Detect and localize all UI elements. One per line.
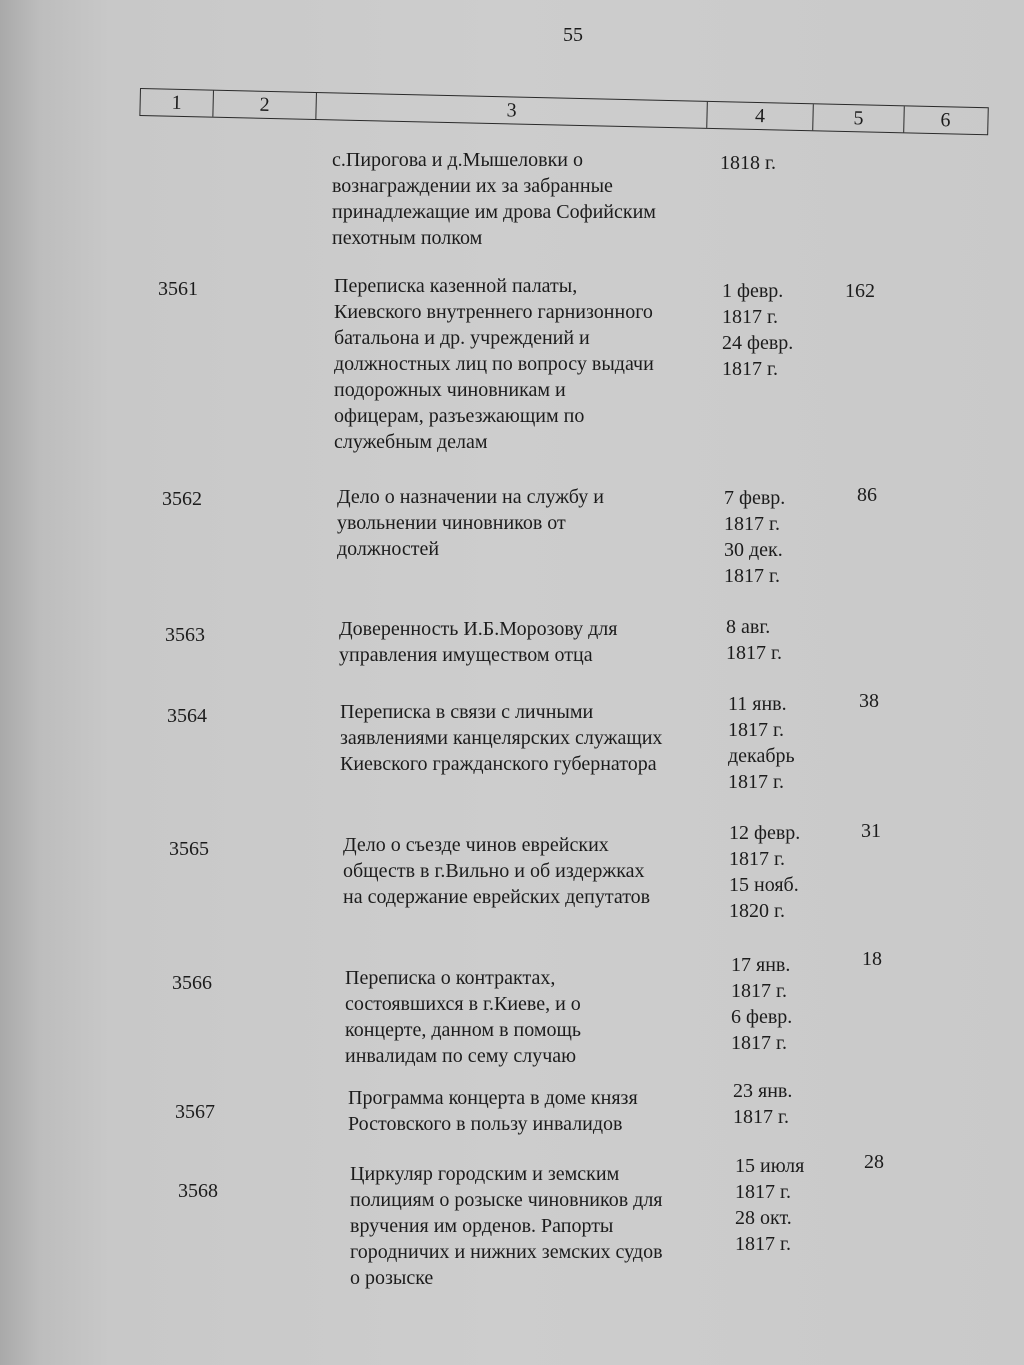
- entry-description: [345, 965, 581, 1069]
- date-line: 23 янв.: [733, 1080, 793, 1102]
- entry-sheet-count: 28: [864, 1151, 884, 1173]
- description-line: городничих и нижних земских судов: [350, 1241, 663, 1263]
- entry-dates: [724, 485, 785, 589]
- date-line: 1817 г.: [726, 642, 782, 664]
- date-line: 12 февр.: [729, 822, 801, 844]
- description-line: на содержание еврейских депутатов: [343, 886, 651, 908]
- header-col-5: 5: [813, 104, 905, 132]
- description-line: Киевского гражданского губернатора: [340, 753, 657, 775]
- date-line: 1817 г.: [735, 1181, 791, 1203]
- description-line: Ростовского в пользу инвалидов: [348, 1113, 623, 1135]
- header-col-4: 4: [707, 102, 814, 130]
- entry-description: [348, 1085, 638, 1137]
- description-line: Переписка в связи с личными: [340, 701, 594, 723]
- date-line: 1817 г.: [731, 1032, 787, 1054]
- description-line: служебным делам: [334, 431, 488, 453]
- date-line: 11 янв.: [728, 693, 787, 715]
- description-line: вручения им орденов. Рапорты: [350, 1215, 614, 1237]
- description-line: концерте, данном в помощь: [345, 1019, 582, 1041]
- description-line: Дело о назначении на службу и: [337, 486, 604, 508]
- entry-number: 3562: [162, 488, 202, 510]
- description-line: с.Пирогова и д.Мышеловки о: [332, 149, 584, 171]
- page-number: 55: [563, 24, 583, 46]
- description-line: вознаграждении их за забранные: [332, 175, 613, 197]
- description-line: батальона и др. учреждений и: [334, 327, 590, 349]
- description-line: управления имуществом отца: [339, 644, 593, 666]
- date-line: 8 авг.: [726, 616, 771, 638]
- date-line: 1818 г.: [720, 152, 776, 174]
- description-line: Дело о съезде чинов еврейских: [343, 834, 609, 856]
- date-line: 1817 г.: [722, 306, 778, 328]
- date-line: 1820 г.: [729, 900, 785, 922]
- entry-dates: [728, 691, 795, 795]
- entry-description: [350, 1161, 663, 1291]
- description-line: Переписка о контрактах,: [345, 967, 556, 989]
- description-line: инвалидам по сему случаю: [345, 1045, 577, 1067]
- entry-dates: [729, 820, 800, 924]
- date-line: 6 февр.: [731, 1006, 793, 1028]
- header-col-6: 6: [940, 109, 951, 132]
- entry-sheet-count: 18: [862, 948, 882, 970]
- entry-number: 3561: [158, 278, 198, 300]
- date-line: 1817 г.: [731, 980, 787, 1002]
- date-line: 30 дек.: [724, 539, 783, 561]
- table-header: [139, 88, 988, 135]
- description-line: Переписка казенной палаты,: [334, 275, 578, 297]
- date-line: 1817 г.: [724, 565, 780, 587]
- description-line: подорожных чиновникам и: [334, 379, 566, 401]
- entry-sheet-count: 162: [845, 280, 875, 302]
- description-line: Циркуляр городским и земским: [350, 1163, 620, 1185]
- date-line: 1817 г.: [728, 771, 784, 793]
- description-line: увольнении чиновников от: [337, 512, 566, 534]
- entry-dates: [722, 278, 793, 382]
- description-line: принадлежащие им дрова Софийским: [332, 201, 656, 223]
- entry-sheet-count: 38: [859, 690, 879, 712]
- description-line: заявлениями канцелярских служащих: [340, 727, 663, 749]
- date-line: 15 нояб.: [729, 874, 799, 896]
- entry-description: [339, 616, 617, 668]
- date-line: 7 февр.: [724, 487, 786, 509]
- header-col-3: 3: [316, 93, 707, 128]
- description-line: полициям о розыске чиновников для: [350, 1189, 663, 1211]
- description-line: пехотным полком: [332, 227, 483, 249]
- header-col-2: 2: [213, 91, 317, 119]
- entry-number: 3563: [165, 624, 205, 646]
- date-line: 15 июля: [735, 1155, 805, 1177]
- date-line: 17 янв.: [731, 954, 791, 976]
- entry-number: 3565: [169, 838, 209, 860]
- description-line: Программа концерта в доме князя: [348, 1087, 638, 1109]
- description-line: состоявшихся в г.Киеве, и о: [345, 993, 581, 1015]
- entry-description: [340, 699, 662, 777]
- entry-dates: [733, 1078, 792, 1130]
- entry-description: [332, 147, 656, 251]
- entry-sheet-count: 86: [857, 484, 877, 506]
- date-line: 1817 г.: [733, 1106, 789, 1128]
- entry-description: [337, 484, 604, 562]
- entry-dates: [731, 952, 792, 1056]
- date-line: декабрь: [728, 745, 795, 767]
- date-line: 1817 г.: [729, 848, 785, 870]
- description-line: Киевского внутреннего гарнизонного: [334, 301, 653, 323]
- date-line: 28 окт.: [735, 1207, 792, 1229]
- entry-description: [343, 832, 650, 910]
- description-line: о розыске: [350, 1267, 434, 1289]
- date-line: 24 февр.: [722, 332, 794, 354]
- date-line: 1817 г.: [735, 1233, 791, 1255]
- description-line: обществ в г.Вильно и об издержках: [343, 860, 645, 882]
- date-line: 1817 г.: [728, 719, 784, 741]
- date-line: 1817 г.: [724, 513, 780, 535]
- entry-dates: [735, 1153, 804, 1257]
- entry-number: 3566: [172, 972, 212, 994]
- entry-dates: [726, 614, 782, 666]
- description-line: офицерам, разъезжающим по: [334, 405, 585, 427]
- entry-description: [334, 273, 654, 455]
- entry-dates: [720, 150, 776, 176]
- entry-sheet-count: 31: [861, 820, 881, 842]
- entry-number: 3564: [167, 705, 207, 727]
- date-line: 1817 г.: [722, 358, 778, 380]
- description-line: Доверенность И.Б.Морозову для: [339, 618, 618, 640]
- description-line: должностных лиц по вопросу выдачи: [334, 353, 654, 375]
- description-line: должностей: [337, 538, 440, 560]
- entry-number: 3567: [175, 1101, 215, 1123]
- header-col-1: 1: [140, 89, 214, 117]
- date-line: 1 февр.: [722, 280, 784, 302]
- entry-number: 3568: [178, 1180, 218, 1202]
